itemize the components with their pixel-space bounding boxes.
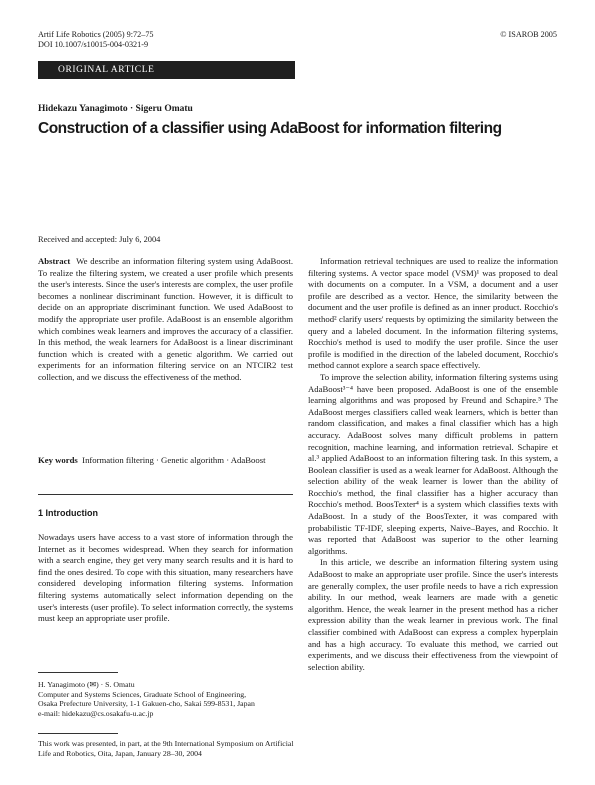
intro-paragraph-1: Nowadays users have access to a vast store of information through the Internet as it becomes widespread. When they search for information with a search engine, they get very many search results and it is hard to find the ones desired. To cope with this situation, many researchers have considered developing information filtering systems. Information filtering systems automatically select information depending on the user's interests (user profile). To select information correctly, the systems must keep an appropriate user profile. bbox=[38, 532, 293, 624]
keywords bbox=[38, 455, 293, 467]
footnote-affiliation-line2: Osaka Prefecture University, 1-1 Gakuen-cho, Sakai 599-8531, Japan bbox=[38, 699, 255, 709]
footnote-divider-2 bbox=[38, 733, 118, 734]
abstract bbox=[38, 256, 293, 384]
keywords-text: Information filtering · Genetic algorithm · AdaBoost bbox=[82, 455, 266, 465]
right-paragraph-1: Information retrieval techniques are used to realize the information filtering systems. A vector space model (VSM)¹ was proposed to deal with documents on a computer. In a VSM, a document and a user profile are described as a vector. Hence, the similarity between the document and the user profile is defined as an inner product. Rocchio's method² clarify users' requests by optimizing the similarity between the query and a labeled document. In the information filtering systems, Rocchio's method is used to modify the user profile. Since the user profile is modified in the direction of the labeled document, Rocchio's method cannot explore a search space effectively. bbox=[308, 256, 558, 371]
footnote-authors: H. Yanagimoto (✉) · S. Omatu bbox=[38, 680, 135, 689]
received-date: Received and accepted: July 6, 2004 bbox=[38, 235, 161, 244]
right-paragraph-3: In this article, we describe an information filtering system using AdaBoost to make an appropriate user profile. Since the user's interests are generally complex, the user profile needs to have a rich expression ability. In our method, weak learners are made with a genetic algorithm. Hence, the weak learner in the present method has a richer expression ability than the weak learner in previous work. The final classifier combined with AdaBoost can express a complex hyperplain and has a high accuracy. To evaluate this method, we carried out experiments, and we discuss their effectiveness from the viewpoint of selection ability. bbox=[308, 557, 558, 672]
authors: Hidekazu Yanagimoto · Sigeru Omatu bbox=[38, 104, 193, 114]
author-footnote bbox=[38, 680, 296, 718]
intro-paragraph bbox=[38, 532, 293, 625]
copyright: © ISAROB 2005 bbox=[500, 30, 557, 39]
section-divider bbox=[38, 494, 293, 495]
paper-title: Construction of a classifier using AdaBoost for information filtering bbox=[38, 120, 502, 137]
footnote-email[interactable]: e-mail: hidekazu@cs.osakafu-u.ac.jp bbox=[38, 708, 154, 718]
footnote-affiliation-line1: Computer and Systems Sciences, Graduate School of Engineering, bbox=[38, 689, 247, 699]
doi[interactable]: DOI 10.1007/s10015-004-0321-9 bbox=[38, 40, 149, 49]
right-paragraph-2: To improve the selection ability, information filtering systems using AdaBoost³⁻⁴ have been proposed. AdaBoost is one of the ensemble learning algorithms and was proposed by Freund and Schapire.⁵ The AdaBoost merges classifiers called weak learners, which is better than random classification, and makes a final classifier which has a high accuracy. AdaBoost solves many difficult problems in pattern recognition, machine learning, and information retrieval. Schapire et al.³ applied AdaBoost to an information filtering task. In this system, a Boolean classifier is used as a weak learner for AdaBoost. Although the selection ability of the weak learner is lower than the ability of Rocchio's method, the final classifier has a higher accuracy than Rocchio's method. BoosTexter⁴ is a system which classifies texts with AdaBoost. In a study of the BoosTexter, it was compared with probabilistic TF-IDF, sleeping experts, Naive–Bayes, and Rocchio. It was reported that AdaBoost was superior to the other learning algorithms. bbox=[308, 371, 558, 556]
journal-citation: Artif Life Robotics (2005) 9:72–75 bbox=[38, 30, 154, 39]
right-column bbox=[308, 256, 558, 673]
keywords-label: Key words bbox=[38, 455, 78, 465]
article-type-banner: ORIGINAL ARTICLE bbox=[38, 61, 295, 79]
presentation-note: This work was presented, in part, at the 9th International Symposium on Artificial Life and Robotics, Oita, Japan, January 28–30, 2004 bbox=[38, 739, 294, 758]
abstract-text: We describe an information filtering system using AdaBoost. To realize the filtering system, we created a user profile which presents the user's interests. Since the user's interests are complex, the user profile becomes a nonlinear discriminant function. However, it is difficult to decide on an appropriate discriminant function. We used AdaBoost to modify the appropriate user profile. AdaBoost is an ensemble algorithm which combines weak learners and improves the accuracy of a classifier. In this method, the weak learners for AdaBoost is a linear discriminant function which is created with a genetic algorithm. We carried out experiments for an information filtering service on an NTCIR2 test collection, and we discuss the effectiveness of the method. bbox=[38, 256, 294, 382]
section-heading-introduction: 1 Introduction bbox=[38, 508, 98, 518]
footnote-divider bbox=[38, 672, 118, 673]
abstract-label: Abstract bbox=[38, 256, 71, 266]
